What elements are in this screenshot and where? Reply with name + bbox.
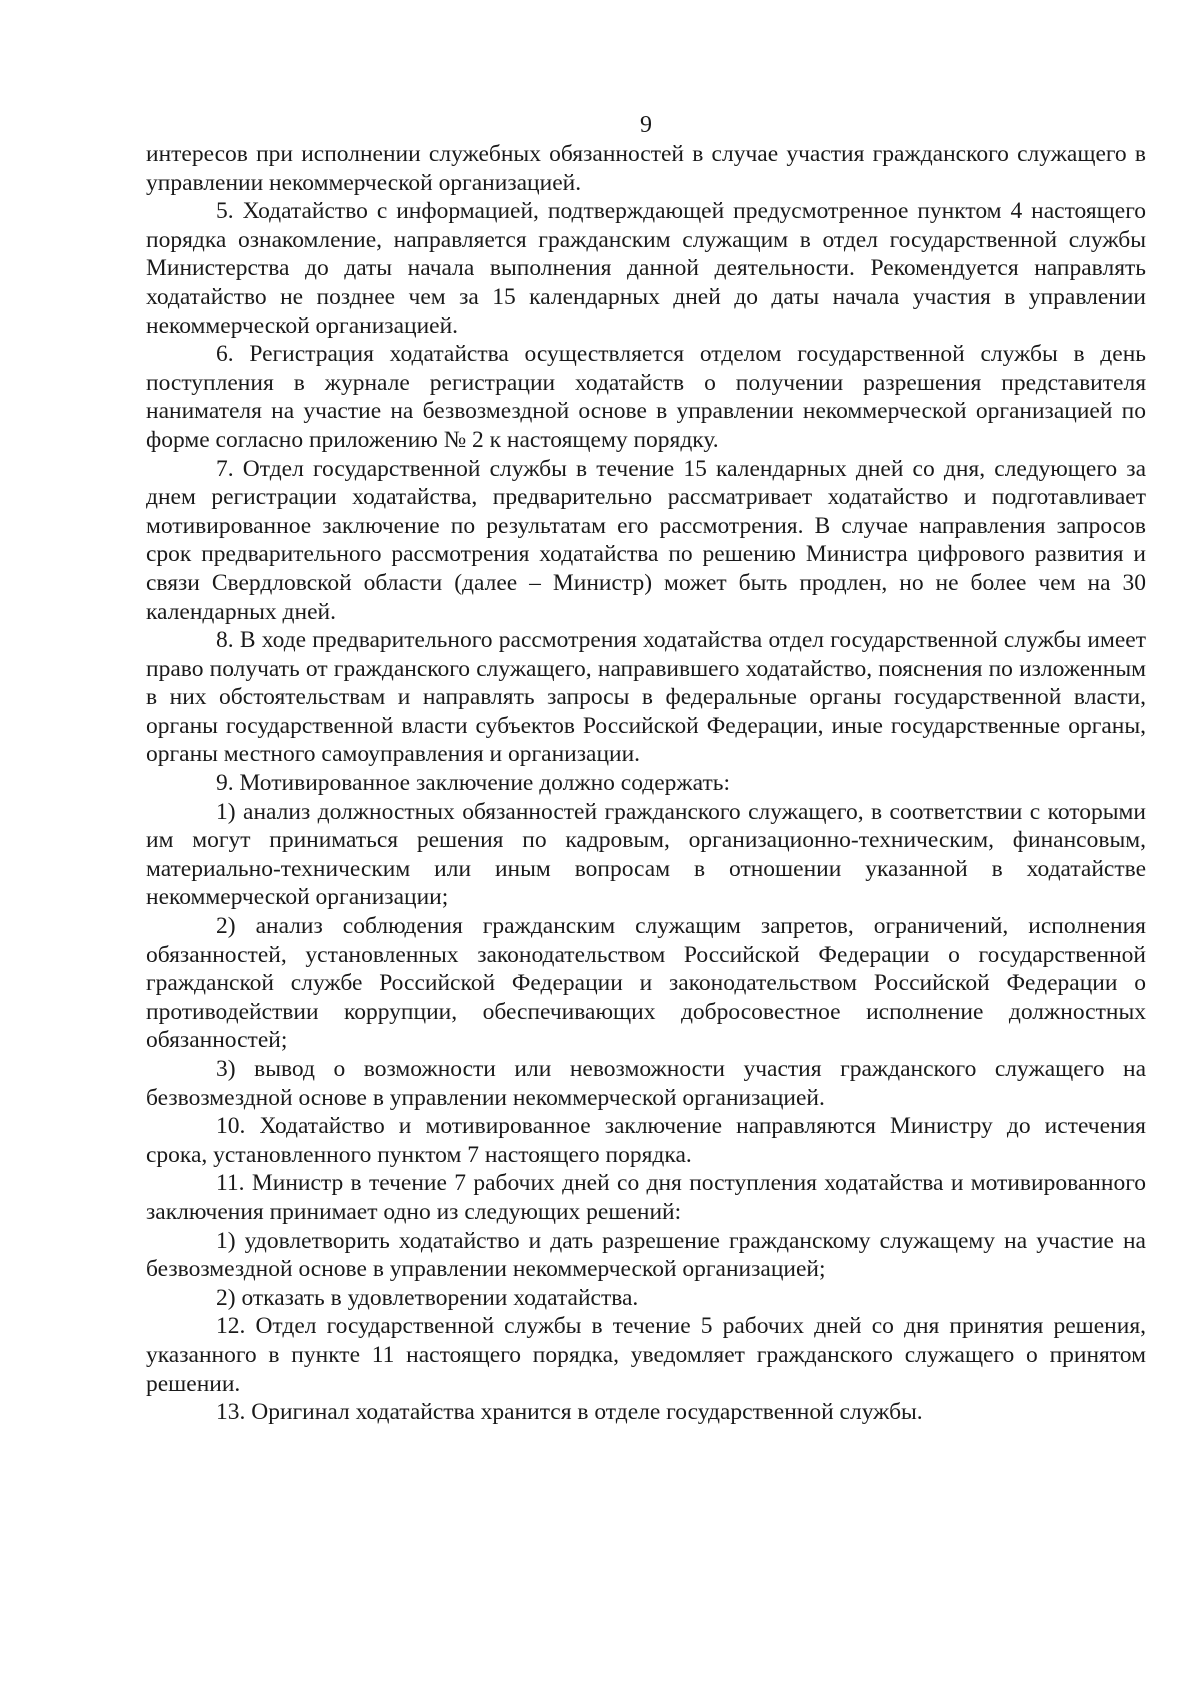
paragraph: 13. Оригинал ходатайства хранится в отделе государственной службы. bbox=[216, 1399, 923, 1426]
paragraph: интересов при исполнении служебных обязанностей в случае участия гражданского служащего в управлении некоммерческой организацией. bbox=[146, 141, 1146, 196]
paragraph: 12. Отдел государственной службы в течение 5 рабочих дней со дня принятия решения, указанного в пункте 11 настоящего порядка, уведомляет гражданского служащего о принятом решении. bbox=[146, 1313, 1146, 1397]
paragraph: 3) вывод о возможности или невозможности участия гражданского служащего на безвозмездной основе в управлении некоммерческой организацией. bbox=[146, 1056, 1146, 1111]
paragraph: 5. Ходатайство с информацией, подтверждающей предусмотренное пунктом 4 настоящего порядка ознакомление, направляется гражданским служащим в отдел государственной службы Министерства до даты начала выполнения данной деятельности. Рекомендуется направлять ходатайство не позднее чем за 15 календарных дней до даты начала участия в управлении некоммерческой организацией. bbox=[146, 198, 1146, 339]
paragraph: 1) анализ должностных обязанностей гражданского служащего, в соответствии с которыми им могут приниматься решения по кадровым, организационно-техническим, финансовым, материально-техническим или иным вопросам в отношении указанной в ходатайстве некоммерческой организации; bbox=[146, 798, 1146, 911]
paragraph: 8. В ходе предварительного рассмотрения ходатайства отдел государственной службы имеет право получать от гражданского служащего, направившего ходатайство, пояснения по изложенным в них обстоятельствам и направлять запросы в федеральные органы государственной власти, органы государственной власти субъектов Российской Федерации, иные государственные органы, органы местного самоуправления и организации. bbox=[146, 627, 1146, 768]
paragraph: 1) удовлетворить ходатайство и дать разрешение гражданскому служащему на участие на безвозмездной основе в управлении некоммерческой организацией; bbox=[146, 1227, 1146, 1283]
paragraph: 6. Регистрация ходатайства осуществляется отделом государственной службы в день поступления в журнале регистрации ходатайств о получении разрешения представителя нанимателя на участие на безвозмездной основе в управлении некоммерческой организацией по форме согласно приложению № 2 к настоящему порядку. bbox=[146, 341, 1146, 453]
page-number: 9 bbox=[640, 112, 652, 138]
paragraph: 11. Министр в течение 7 рабочих дней со дня поступления ходатайства и мотивированного заключения принимает одно из следующих решений: bbox=[146, 1170, 1146, 1225]
document-page bbox=[146, 110, 1146, 1427]
paragraph: 7. Отдел государственной службы в течение 15 календарных дней со дня, следующего за днем регистрации ходатайства, предварительно рассматривает ходатайство и подготавливает мотивированное заключение по результатам его рассмотрения. В случае направления запросов срок предварительного рассмотрения ходатайства по решению Министра цифрового развития и связи Свердловской области (далее – Министр) может быть продлен, но не более чем на 30 календарных дней. bbox=[146, 455, 1146, 625]
document-body bbox=[146, 140, 1146, 1427]
paragraph: 2) отказать в удовлетворении ходатайства. bbox=[216, 1284, 639, 1311]
paragraph: 2) анализ соблюдения гражданским служащим запретов, ограничений, исполнения обязанностей, установленных законодательством Российской Федерации о государственной гражданской службе Российской Федерации и законодательством Российской Федерации о противодействии коррупции, обеспечивающих добросовестное исполнение должностных обязанностей; bbox=[146, 913, 1146, 1054]
paragraph: 9. Мотивированное заключение должно содержать: bbox=[216, 770, 730, 797]
paragraph: 10. Ходатайство и мотивированное заключение направляются Министру до истечения срока, установленного пунктом 7 настоящего порядка. bbox=[146, 1113, 1146, 1168]
